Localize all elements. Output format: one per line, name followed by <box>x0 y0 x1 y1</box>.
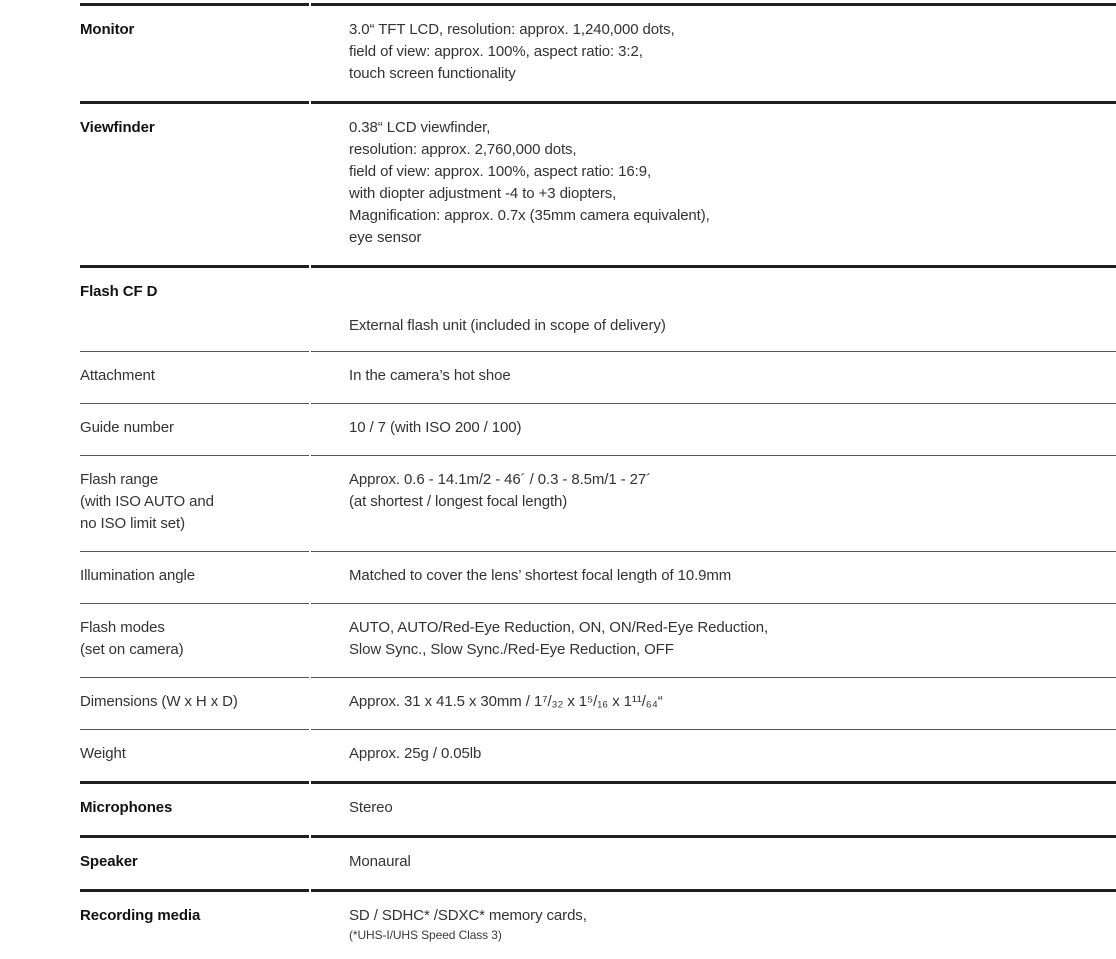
spec-row-value <box>311 265 1116 308</box>
spec-label-line: Guide number <box>80 419 174 436</box>
spec-value-line: field of view: approx. 100%, aspect ratio: 16:9, <box>349 163 652 180</box>
spec-label-line: Recording media <box>80 907 201 924</box>
spec-table <box>80 0 1116 959</box>
spec-label-line: Monitor <box>80 21 135 38</box>
spec-row-label <box>80 729 309 781</box>
spec-row <box>80 889 1116 959</box>
spec-row <box>80 455 1116 551</box>
spec-row-label <box>80 101 309 265</box>
spec-row-label <box>80 351 309 403</box>
spec-value-line: SD / SDHC* /SDXC* memory cards, <box>349 907 587 924</box>
spec-value-line: eye sensor <box>349 229 422 246</box>
spec-value-line: External flash unit (included in scope of delivery) <box>349 317 666 334</box>
spec-row-value <box>311 835 1116 889</box>
spec-row-value <box>311 351 1116 403</box>
spec-row-label <box>80 551 309 603</box>
spec-value-note: (*UHS-I/UHS Speed Class 3) <box>349 928 502 942</box>
spec-value-line: Approx. 0.6 - 14.1m/2 - 46´ / 0.3 - 8.5m/1 - 27´ <box>349 471 652 488</box>
spec-row-label <box>80 265 309 308</box>
spec-value-line: AUTO, AUTO/Red-Eye Reduction, ON, ON/Red-Eye Reduction, <box>349 619 769 636</box>
spec-value-line: (at shortest / longest focal length) <box>349 493 568 510</box>
spec-row <box>80 551 1116 603</box>
spec-value-line: 3.0“ TFT LCD, resolution: approx. 1,240,000 dots, <box>349 21 675 38</box>
spec-label-line: (with ISO AUTO and <box>80 493 214 510</box>
spec-value-line: Stereo <box>349 799 393 816</box>
spec-label-line: Microphones <box>80 799 173 816</box>
spec-row-value <box>311 101 1116 265</box>
spec-label-line: (set on camera) <box>80 641 184 658</box>
spec-row <box>80 403 1116 455</box>
spec-row-label <box>80 677 309 729</box>
spec-value-line: Slow Sync., Slow Sync./Red-Eye Reduction, OFF <box>349 641 674 658</box>
spec-row <box>80 677 1116 729</box>
spec-row-label <box>80 781 309 835</box>
spec-row <box>80 835 1116 889</box>
spec-row-label <box>80 3 309 101</box>
spec-row <box>80 351 1116 403</box>
spec-value-line: with diopter adjustment -4 to +3 diopters, <box>349 185 617 202</box>
spec-value-line: resolution: approx. 2,760,000 dots, <box>349 141 577 158</box>
spec-row-value <box>311 455 1116 551</box>
spec-label-line: no ISO limit set) <box>80 515 185 532</box>
spec-row <box>80 3 1116 101</box>
spec-label-line: Flash modes <box>80 619 165 636</box>
spec-row-value <box>311 729 1116 781</box>
spec-row-label <box>80 603 309 677</box>
spec-label-line: Flash CF D <box>80 283 158 300</box>
spec-label-line: Viewfinder <box>80 119 155 136</box>
spec-row-label <box>80 455 309 551</box>
spec-row-label <box>80 889 309 959</box>
spec-row-value <box>311 308 1116 351</box>
spec-value-line: Monaural <box>349 853 411 870</box>
spec-row-value <box>311 889 1116 959</box>
spec-label-line: Speaker <box>80 853 138 870</box>
spec-row-label <box>80 308 309 351</box>
spec-row-value <box>311 403 1116 455</box>
spec-row <box>80 101 1116 265</box>
spec-value-line: Magnification: approx. 0.7x (35mm camera equivalent), <box>349 207 710 224</box>
spec-value-line: Matched to cover the lens’ shortest focal length of 10.9mm <box>349 567 732 584</box>
spec-row <box>80 603 1116 677</box>
spec-row-value <box>311 781 1116 835</box>
spec-label-line: Dimensions (W x H x D) <box>80 693 238 710</box>
spec-row-value <box>311 677 1116 729</box>
spec-row <box>80 781 1116 835</box>
spec-row <box>80 729 1116 781</box>
spec-value-line: touch screen functionality <box>349 65 516 82</box>
spec-value-line: 0.38“ LCD viewfinder, <box>349 119 491 136</box>
spec-row-value <box>311 3 1116 101</box>
spec-value-line: field of view: approx. 100%, aspect ratio: 3:2, <box>349 43 643 60</box>
spec-label-line: Flash range <box>80 471 159 488</box>
spec-row-label <box>80 403 309 455</box>
spec-row <box>80 265 1116 308</box>
spec-label-line: Illumination angle <box>80 567 195 584</box>
spec-row-value <box>311 551 1116 603</box>
spec-value-line: Approx. 25g / 0.05lb <box>349 745 482 762</box>
spec-row-label <box>80 835 309 889</box>
spec-value-line: 10 / 7 (with ISO 200 / 100) <box>349 419 522 436</box>
spec-row-value <box>311 603 1116 677</box>
spec-label-line: Attachment <box>80 367 155 384</box>
spec-label-line: Weight <box>80 745 126 762</box>
spec-row <box>80 308 1116 351</box>
spec-value-line: In the camera’s hot shoe <box>349 367 511 384</box>
spec-value-line: Approx. 31 x 41.5 x 30mm / 1⁷/₃₂ x 1⁵/₁₆ x 1¹¹/₆₄“ <box>349 693 663 710</box>
